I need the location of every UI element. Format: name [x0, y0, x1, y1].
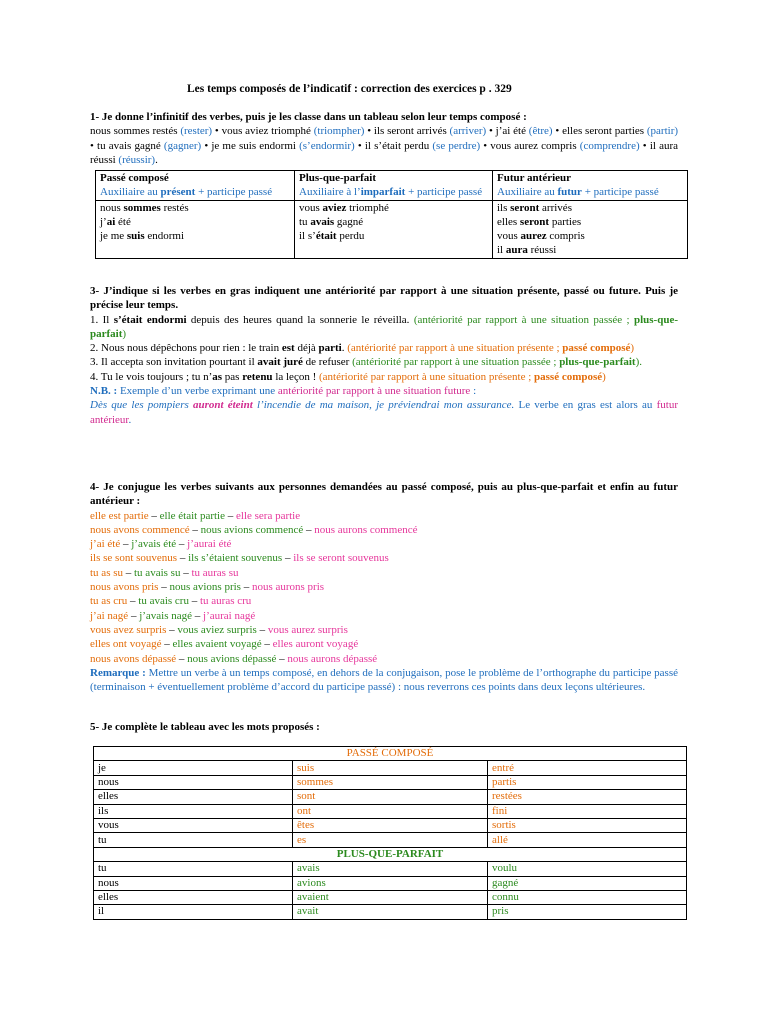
exercise-5 [90, 720, 678, 734]
exercise-3-sentence-2: 2. Nous nous dépêchons pour rien : le train est déjà parti. (antériorité par rapport à une situation présente ; passé composé) [90, 342, 635, 355]
table-cell: ils seront arrivés elles seront parties vous aurez compris il aura réussi [493, 200, 688, 258]
exercise-4-heading: 4- Je conjugue les verbes suivants aux personnes demandées au passé composé, puis au plus-que-parfait et enfin au futur antérieur : [90, 481, 678, 508]
conjugation-row: vous avez surpris – vous aviez surpris – vous aurez surpris [90, 623, 348, 636]
exercise-3-sentence-4: 4. Tu le vois toujours ; tu n’as pas retenu la leçon ! (antériorité par rapport à une situation présente ; passé composé) [90, 370, 606, 383]
verb-item: elles seront parties (partir) • [90, 125, 679, 152]
table-row: je suis entré [94, 761, 687, 775]
table-row: tu es allé [94, 833, 687, 847]
verb-item: vous aurez compris (comprendre) • [490, 139, 650, 152]
conjugation-row: j’ai nagé – j’avais nagé – j’aurai nagé [90, 609, 256, 622]
exercise-3-sentence-3: 3. Il accepta son invitation pourtant il avait juré de refuser (antériorité par rapport à une situation passée ; plus-que-parfait). [90, 356, 643, 369]
tenses-classification-table [95, 170, 688, 259]
table-header-row [96, 171, 688, 201]
plus-que-parfait-title: PLUS-QUE-PARFAIT [94, 847, 687, 861]
conjugation-row: elle est partie – elle était partie – elle sera partie [90, 509, 301, 522]
table-header-cell: Plus-que-parfait Auxiliaire à l’imparfait + participe passé [295, 171, 493, 201]
table-row: il avait pris [94, 905, 687, 919]
exercise-4 [90, 480, 678, 694]
conjugation-table [93, 746, 687, 920]
table-section-header [94, 747, 687, 761]
verb-item: j’ai été (être) • [495, 125, 563, 138]
page-title: Les temps composés de l’indicatif : correction des exercices p . 329 [187, 83, 512, 95]
table-row [96, 200, 688, 258]
passe-compose-title: PASSÉ COMPOSÉ [94, 747, 687, 761]
conjugation-row: nous avons dépassé – nous avions dépassé – nous aurons dépassé [90, 652, 378, 665]
table-row: ils ont fini [94, 804, 687, 818]
table-row: vous êtes sortis [94, 818, 687, 832]
conjugation-row: elles ont voyagé – elles avaient voyagé – elles auront voyagé [90, 638, 359, 651]
exercise-1 [90, 110, 678, 167]
conjugation-row: tu as su – tu avais su – tu auras su [90, 566, 239, 579]
verb-item: je me suis endormi (s’endormir) • [211, 139, 365, 152]
verb-item: vous aviez triomphé (triompher) • [221, 125, 374, 138]
table-row: nous sommes partis [94, 775, 687, 789]
verb-item: il s’était perdu (se perdre) • [364, 139, 491, 152]
exercise-1-verb-list [90, 124, 678, 167]
table-header-cell: Passé composé Auxiliaire au présent + participe passé [96, 171, 295, 201]
conjugation-row: nous avons commencé – nous avions commencé – nous aurons commencé [90, 523, 418, 536]
table-cell: nous sommes restés j’ai été je me suis endormi [96, 200, 295, 258]
verb-item: il aura réussi (réussir). [90, 139, 679, 166]
table-row: tu avais voulu [94, 862, 687, 876]
table-section-header [94, 847, 687, 861]
conjugation-row: nous avons pris – nous avions pris – nous aurons pris [90, 581, 325, 594]
conjugation-row: tu as cru – tu avais cru – tu auras cru [90, 595, 252, 608]
table-row: nous avions gagné [94, 876, 687, 890]
table-row: elles avaient connu [94, 890, 687, 904]
exercise-3-sentence-1: 1. Il s’était endormi depuis des heures quand la sonnerie le réveilla. (antériorité par rapport à une situation passée ; plus-que-parfait) [90, 313, 678, 340]
verb-item: ils seront arrivés (arriver) • [373, 125, 496, 138]
table-cell: vous aviez triomphé tu avais gagné il s’était perdu [295, 200, 493, 258]
conjugation-row: j’ai été – j’avais été – j’aurai été [90, 538, 232, 551]
conjugation-row: ils se sont souvenus – ils s’étaient souvenus – ils se seront souvenus [90, 552, 389, 565]
exercise-1-heading: 1- Je donne l’infinitif des verbes, puis je les classe dans un tableau selon leur temps composé : [90, 111, 527, 123]
table-header-cell: Futur antérieur Auxiliaire au futur + participe passé [493, 171, 688, 201]
nb-example: Dès que les pompiers auront éteint l’incendie de ma maison, je préviendrai mon assurance. Le verbe en gras est alors au futur antérieur. [90, 399, 678, 426]
nb-note: N.B. : Exemple d’un verbe exprimant une antériorité par rapport à une situation future : [90, 385, 477, 398]
exercise-3 [90, 284, 678, 427]
exercise-3-heading: 3- J’indique si les verbes en gras indiquent une antériorité par rapport à une situation présente, passé ou future. Puis je précise leur temps. [90, 285, 678, 312]
exercise-5-heading: 5- Je complète le tableau avec les mots proposés : [90, 721, 320, 733]
table-row: elles sont restées [94, 790, 687, 804]
verb-item: nous sommes restés (rester) • [90, 125, 222, 138]
verb-item: tu avais gagné (gagner) • [97, 139, 212, 152]
remarque-note: Remarque : Mettre un verbe à un temps composé, en dehors de la conjugaison, pose le problème de l’orthographe du participe passé (terminaison + éventuellement problème d’accord du participe passé) : nous reverrons ces points dans deux leçons ultérieures. [90, 666, 678, 694]
